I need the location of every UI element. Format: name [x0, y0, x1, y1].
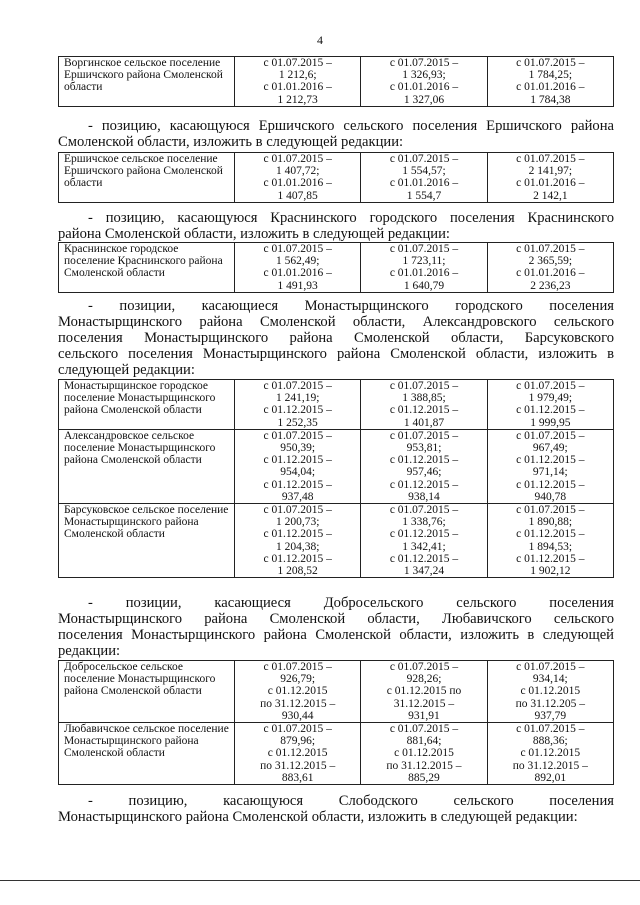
- tariff-cell-1: с 01.07.2015 – 950,39; с 01.12.2015 – 954,04; с 01.12.2015 – 937,48: [235, 429, 361, 503]
- settlement-name: Ершичское сельское поселение Ершичского района Смоленской области: [59, 153, 235, 203]
- text-line: - позицию, касающуюся Ершичского сельского поселения Ершичского района: [88, 118, 614, 134]
- table-voriginskoe: [58, 56, 614, 107]
- settlement-name: Добросельское сельское поселение Монастырщинского района Смоленской области: [59, 661, 235, 723]
- table-row: [59, 380, 614, 430]
- tariff-cell-1: с 01.07.2015 – 1 241,19; с 01.12.2015 – 1 252,35: [235, 380, 361, 430]
- table-row: [59, 723, 614, 785]
- tariff-cell-3: с 01.07.2015 – 934,14; с 01.12.2015 по 31.12.205 – 937,79: [487, 661, 613, 723]
- tariff-cell-3: с 01.07.2015 – 2 141,97; с 01.01.2016 – 2 142,1: [487, 153, 613, 203]
- tariff-cell-2: с 01.07.2015 – 1 388,85; с 01.12.2015 – 1 401,87: [361, 380, 487, 430]
- tariff-cell-1: с 01.07.2015 – 879,96; с 01.12.2015 по 31.12.2015 – 883,61: [235, 723, 361, 785]
- tariff-cell-2: с 01.07.2015 – 928,26; с 01.12.2015 по 31.12.2015 – 931,91: [361, 661, 487, 723]
- text-line: сельского поселения Монастырщинского района Смоленской области, изложить в: [58, 346, 614, 362]
- table-row: [59, 243, 614, 293]
- tariff-cell-1: с 01.07.2015 – 1 212,6; с 01.01.2016 – 1 212,73: [235, 57, 361, 107]
- settlement-name: Любавичское сельское поселение Монастырщинского района Смоленской области: [59, 723, 235, 785]
- table-monastyrshchinskoe: [58, 379, 614, 578]
- tariff-cell-2: с 01.07.2015 – 1 326,93; с 01.01.2016 – 1 327,06: [361, 57, 487, 107]
- text-line: - позиции, касающиеся Монастырщинского городского поселения: [88, 298, 614, 314]
- text-line: Монастырщинского района Смоленской области, Александровского сельского: [58, 314, 614, 330]
- tariff-cell-3: с 01.07.2015 – 888,36; с 01.12.2015 по 31.12.2015 – 892,01: [487, 723, 613, 785]
- tariff-cell-2: с 01.07.2015 – 1 338,76; с 01.12.2015 – 1 342,41; с 01.12.2015 – 1 347,24: [361, 504, 487, 578]
- text-line: - позицию, касающуюся Краснинского городского поселения Краснинского: [88, 210, 614, 226]
- tariff-cell-2: с 01.07.2015 – 881,64; с 01.12.2015 по 31.12.2015 – 885,29: [361, 723, 487, 785]
- tariff-cell-2: с 01.07.2015 – 1 554,57; с 01.01.2016 – 1 554,7: [361, 153, 487, 203]
- text-line: - позиции, касающиеся Добросельского сельского поселения: [88, 595, 614, 611]
- table-ershichskoe: [58, 152, 614, 203]
- text-line: поселения Монастырщинского района Смоленской области, изложить в следующей: [58, 627, 614, 643]
- settlement-name: Воргинское сельское поселение Ершичского района Смоленской области: [59, 57, 235, 107]
- text-line: поселения Монастырщинского района Смоленской области, Барсуковского: [58, 330, 614, 346]
- tariff-cell-2: с 01.07.2015 – 1 723,11; с 01.01.2016 – 1 640,79: [361, 243, 487, 293]
- text-line: Монастырщинского района Смоленской области, изложить в следующей редакции:: [58, 809, 578, 825]
- tariff-cell-3: с 01.07.2015 – 967,49; с 01.12.2015 – 971,14; с 01.12.2015 – 940,78: [487, 429, 613, 503]
- tariff-cell-1: с 01.07.2015 – 926,79; с 01.12.2015 по 31.12.2015 – 930,44: [235, 661, 361, 723]
- tariff-cell-3: с 01.07.2015 – 1 890,88; с 01.12.2015 – 1 894,53; с 01.12.2015 – 1 902,12: [487, 504, 613, 578]
- tariff-cell-1: с 01.07.2015 – 1 200,73; с 01.12.2015 – 1 204,38; с 01.12.2015 – 1 208,52: [235, 504, 361, 578]
- paragraph-krasninskoe: [58, 210, 614, 242]
- tariff-cell-3: с 01.07.2015 – 1 784,25; с 01.01.2016 – 1 784,38: [487, 57, 613, 107]
- table-row: [59, 429, 614, 503]
- page-bottom-rule: [0, 880, 640, 881]
- text-line: следующей редакции:: [58, 362, 195, 378]
- table-row: [59, 661, 614, 723]
- tariff-cell-1: с 01.07.2015 – 1 562,49; с 01.01.2016 – 1 491,93: [235, 243, 361, 293]
- table-krasninskoe: [58, 242, 614, 293]
- paragraph-ershichskoe: [58, 118, 614, 150]
- text-line: редакции:: [58, 643, 121, 659]
- settlement-name: Монастырщинское городское поселение Монастырщинского района Смоленской области: [59, 380, 235, 430]
- tariff-cell-3: с 01.07.2015 – 1 979,49; с 01.12.2015 – 1 999,95: [487, 380, 613, 430]
- table-row: [59, 504, 614, 578]
- settlement-name: Краснинское городское поселение Краснинского района Смоленской области: [59, 243, 235, 293]
- settlement-name: Александровское сельское поселение Монастырщинского района Смоленской области: [59, 429, 235, 503]
- text-line: района Смоленской области, изложить в следующей редакции:: [58, 226, 450, 242]
- table-row: [59, 153, 614, 203]
- table-row: [59, 57, 614, 107]
- tariff-cell-1: с 01.07.2015 – 1 407,72; с 01.01.2016 – 1 407,85: [235, 153, 361, 203]
- page-number: 4: [317, 33, 323, 47]
- paragraph-monastyrshchinskoe: [58, 298, 614, 378]
- settlement-name: Барсуковское сельское поселение Монастырщинского района Смоленской области: [59, 504, 235, 578]
- paragraph-slobodskoe: [58, 793, 614, 825]
- text-line: Монастырщинского района Смоленской области, Любавичского сельского: [58, 611, 614, 627]
- text-line: Смоленской области, изложить в следующей редакции:: [58, 134, 404, 150]
- paragraph-dobroselskoe: [58, 595, 614, 659]
- table-dobroselskoe: [58, 660, 614, 785]
- text-line: - позицию, касающуюся Слободского сельского поселения: [88, 793, 614, 809]
- tariff-cell-2: с 01.07.2015 – 953,81; с 01.12.2015 – 957,46; с 01.12.2015 – 938,14: [361, 429, 487, 503]
- tariff-cell-3: с 01.07.2015 – 2 365,59; с 01.01.2016 – 2 236,23: [487, 243, 613, 293]
